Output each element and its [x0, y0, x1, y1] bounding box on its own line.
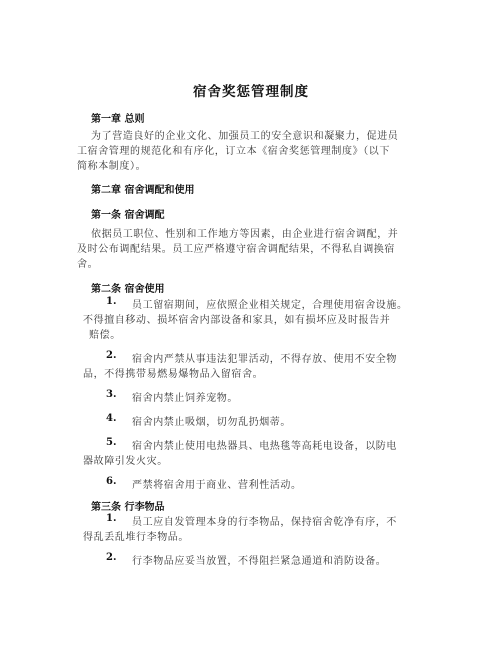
list-item-number: 1. [106, 296, 117, 307]
list-item-number: 5. [106, 437, 117, 448]
paragraph-line: 舍。 [77, 259, 99, 270]
list-item-line: 行李物品应妥当放置，不得阻拦紧急通道和消防设备。 [132, 556, 387, 567]
list-item-line: 宿舍内禁止吸烟，切勿乱扔烟蒂。 [132, 417, 291, 428]
list-item-line: 员工应自发管理本身的行李物品，保持宿舍乾净有序，不 [132, 517, 397, 528]
list-item-number: 4. [106, 413, 117, 424]
paragraph-line: 工宿舍管理的规范化和有序化，订立本《宿舍奖惩管理制度》（以下 [77, 146, 390, 157]
list-item-number: 6. [106, 476, 117, 487]
list-item-number: 2. [106, 552, 117, 563]
list-item-number: 3. [106, 389, 117, 400]
list-item-line: 赔偿。 [89, 330, 121, 341]
paragraph-line: 简称本制度）。 [77, 161, 147, 172]
paragraph-line: 为了营造良好的企业文化、加强员工的安全意识和凝聚力，促进员 [91, 131, 399, 142]
paragraph-line: 及时公布调配结果。员工应严格遵守宿舍调配结果，不得私自调换宿 [77, 244, 395, 255]
document-title: 宿舍奖惩管理制度 [193, 84, 309, 100]
list-item-number: 2. [106, 350, 117, 361]
list-item-line: 宿舍内严禁从事违法犯罪活动，不得存放、使用不安全物 [132, 354, 397, 365]
list-item-line: 宿舍内禁止饲养宠物。 [132, 393, 238, 404]
paragraph-line: 依据员工职位、性别和工作地方等因素，由企业进行宿舍调配，并 [91, 229, 399, 240]
list-item-line: 得乱丢乱堆行李物品。 [83, 532, 189, 543]
chapter-1-heading: 第一章 总则 [91, 114, 145, 125]
list-item-line: 宿舍内禁止使用电热器具、电热毯等高耗电设备，以防电 [132, 441, 397, 452]
article-1-heading: 第一条 宿舍调配 [91, 210, 165, 221]
list-item-line: 员工留宿期间，应依照企业相关规定，合理使用宿舍设施。 [132, 300, 408, 311]
chapter-2-heading: 第二章 宿舍调配和使用 [91, 185, 195, 196]
list-item-line: 器故障引发火灾。 [83, 456, 168, 467]
list-item-line: 品，不得携带易燃易爆物品入留宿舍。 [83, 369, 264, 380]
list-item-line: 不得擅自移动、损坏宿舍内部设备和家具，如有损坏应及时报告并 [83, 315, 391, 326]
list-item-line: 严禁将宿舍用于商业、营利性活动。 [132, 480, 302, 491]
article-3-heading: 第三条 行李物品 [91, 502, 165, 513]
article-2-heading: 第二条 宿舍使用 [91, 284, 165, 295]
list-item-number: 1. [106, 513, 117, 524]
